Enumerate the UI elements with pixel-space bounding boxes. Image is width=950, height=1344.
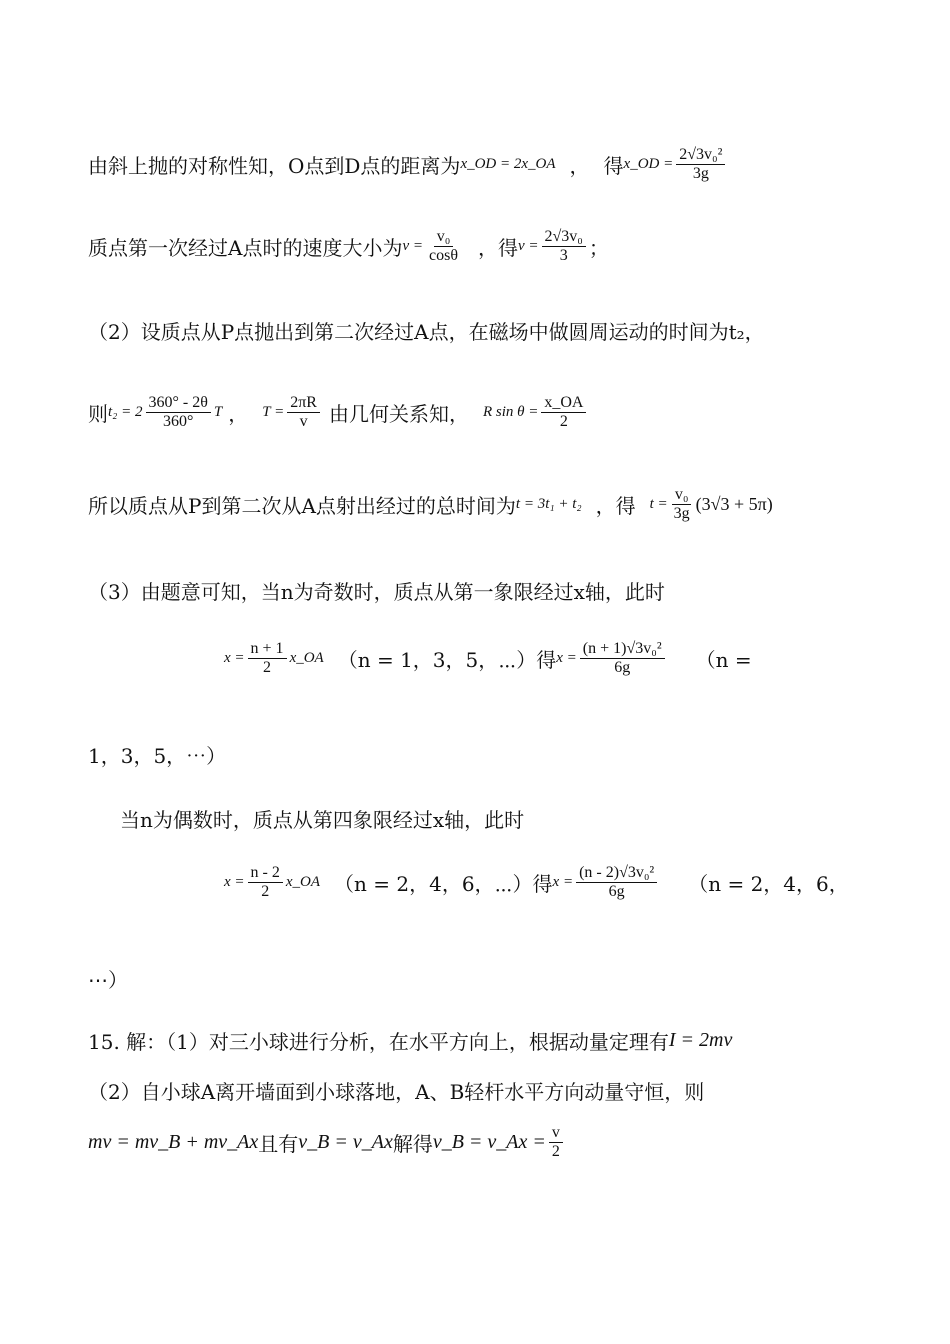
l4-sep: ，	[228, 402, 249, 427]
l2-eq2-den: 3	[559, 247, 568, 265]
l7-rnum: (n + 1)√3v₀²	[580, 640, 665, 659]
l1-get: 得	[603, 154, 624, 179]
l10-den: 2	[261, 883, 270, 901]
l10-rcond: （n = 2，4，6，	[688, 872, 849, 897]
l7-den: 2	[263, 659, 272, 677]
l14-mid1: 且有	[258, 1132, 299, 1157]
l10-rnum: (n - 2)√3v₀²	[576, 864, 657, 883]
l4-t2-den: 360°	[163, 413, 194, 431]
l10-rlhs: x =	[552, 874, 574, 891]
l5-eq2-tail: (3√3 + 5π)	[695, 494, 773, 515]
l5-eq2-lhs: t =	[649, 496, 668, 513]
l1-eq1: x_OD = 2x_OA	[460, 156, 556, 173]
l7-num: n + 1	[248, 640, 287, 659]
l10-rden: 6g	[608, 883, 625, 901]
l4-t2-num: 360° - 2θ	[146, 394, 211, 413]
l7-rlhs: x =	[556, 650, 577, 667]
l7-tail: x_OA	[289, 650, 324, 667]
l2-eq1-fraction	[426, 228, 461, 266]
l5-text: 所以质点从P到第二次从A点射出经过的总时间为	[88, 494, 516, 519]
l6-text: （3）由题意可知，当n为奇数时，质点从第一象限经过x轴，此时	[88, 580, 665, 604]
line-7	[224, 640, 752, 678]
l2-eq2-num: 2√3v₀	[542, 228, 586, 247]
l4-T-num: 2πR	[287, 394, 320, 413]
l4-t2-tail: T	[213, 404, 223, 421]
l10-rfraction	[576, 864, 657, 902]
l4-pre: 则	[88, 402, 108, 427]
l5-eq2-fraction	[671, 486, 693, 524]
l4-R-den: 2	[559, 413, 568, 431]
l14-eq3: v_B = v_Ax =	[432, 1131, 546, 1154]
l4-R-lhs: R sin θ =	[482, 404, 539, 421]
l1-eq2-den: 3g	[692, 165, 709, 183]
line-8	[88, 740, 226, 769]
l14-mid2: 解得	[392, 1132, 433, 1157]
line-2	[88, 228, 609, 266]
l2-eq1-num: v₀	[434, 228, 454, 247]
l4-R-num: x_OA	[541, 394, 586, 413]
l4-R-fraction	[541, 394, 586, 432]
line-10	[224, 864, 849, 902]
l13-text: （2）自小球A离开墙面到小球落地，A、B轻杆水平方向动量守恒，则	[88, 1080, 705, 1104]
l2-sep: ，得	[477, 236, 518, 261]
l2-eq2-fraction	[542, 228, 586, 266]
l5-eq2-den: 3g	[673, 505, 690, 523]
l1-eq2-fraction	[676, 146, 725, 184]
l14-num: v	[549, 1124, 563, 1143]
l14-fraction	[549, 1124, 563, 1162]
l1-eq2-lhs: x_OD =	[623, 156, 674, 173]
l10-fraction	[248, 864, 283, 902]
line-1	[88, 146, 728, 184]
l5-eq2-num: v₀	[672, 486, 692, 505]
l7-cond: （n = 1，3，5，⋯）得	[337, 648, 557, 673]
l14-den: 2	[551, 1143, 560, 1161]
l2-eq1-lhs: v =	[402, 238, 423, 255]
l4-T-fraction	[287, 394, 320, 432]
l4-t2-lhs: t₂ = 2	[108, 404, 143, 421]
l14-eq1: mv = mv_B + mv_Ax	[88, 1131, 259, 1154]
l14-eq2: v_B = v_Ax	[298, 1131, 393, 1154]
l2-eq1-den: cosθ	[428, 247, 458, 265]
l1-sep: ，	[569, 154, 590, 179]
line-4	[88, 394, 589, 432]
line-13	[88, 1076, 704, 1105]
line-5	[88, 486, 773, 524]
l4-t2-fraction	[146, 394, 211, 432]
l7-fraction	[248, 640, 287, 678]
l7-rcond: （n =	[695, 648, 752, 673]
l4-T-den: v	[299, 413, 308, 431]
line-12	[88, 1026, 732, 1055]
l1-eq2-num: 2√3v₀²	[676, 146, 725, 165]
line-3	[88, 316, 765, 345]
l8-text: 1，3，5，⋯）	[88, 744, 227, 768]
l4-T-lhs: T =	[262, 404, 285, 421]
l1-text: 由斜上抛的对称性知，O点到D点的距离为	[88, 154, 461, 179]
l10-cond: （n = 2，4，6，⋯）得	[334, 872, 553, 897]
l7-lhs: x =	[224, 650, 245, 667]
l12-text: 15. 解：（1）对三小球进行分析，在水平方向上，根据动量定理有	[88, 1030, 669, 1054]
line-11	[88, 964, 128, 993]
l5-eq1: t = 3t₁ + t₂	[515, 496, 582, 513]
l10-lhs: x =	[224, 874, 245, 891]
l12-eq: I = 2mv	[668, 1029, 733, 1051]
l3-text: （2）设质点从P点抛出到第二次经过A点，在磁场中做圆周运动的时间为t₂，	[88, 320, 765, 344]
l2-text: 质点第一次经过A点时的速度大小为	[88, 236, 403, 261]
l7-rden: 6g	[614, 659, 631, 677]
l2-end: ；	[588, 236, 609, 261]
l9-text: 当n为偶数时，质点从第四象限经过x轴，此时	[120, 808, 525, 832]
l2-eq2-lhs: v =	[517, 238, 539, 255]
l11-text: ⋯）	[88, 968, 128, 992]
line-6	[88, 576, 665, 605]
l10-num: n - 2	[248, 864, 283, 883]
line-14	[88, 1124, 566, 1162]
l5-sep: ，得	[595, 494, 636, 519]
line-9	[120, 804, 524, 833]
l4-mid: 由几何关系知，	[328, 402, 469, 427]
l7-rfraction	[580, 640, 665, 678]
l10-tail: x_OA	[285, 874, 321, 891]
